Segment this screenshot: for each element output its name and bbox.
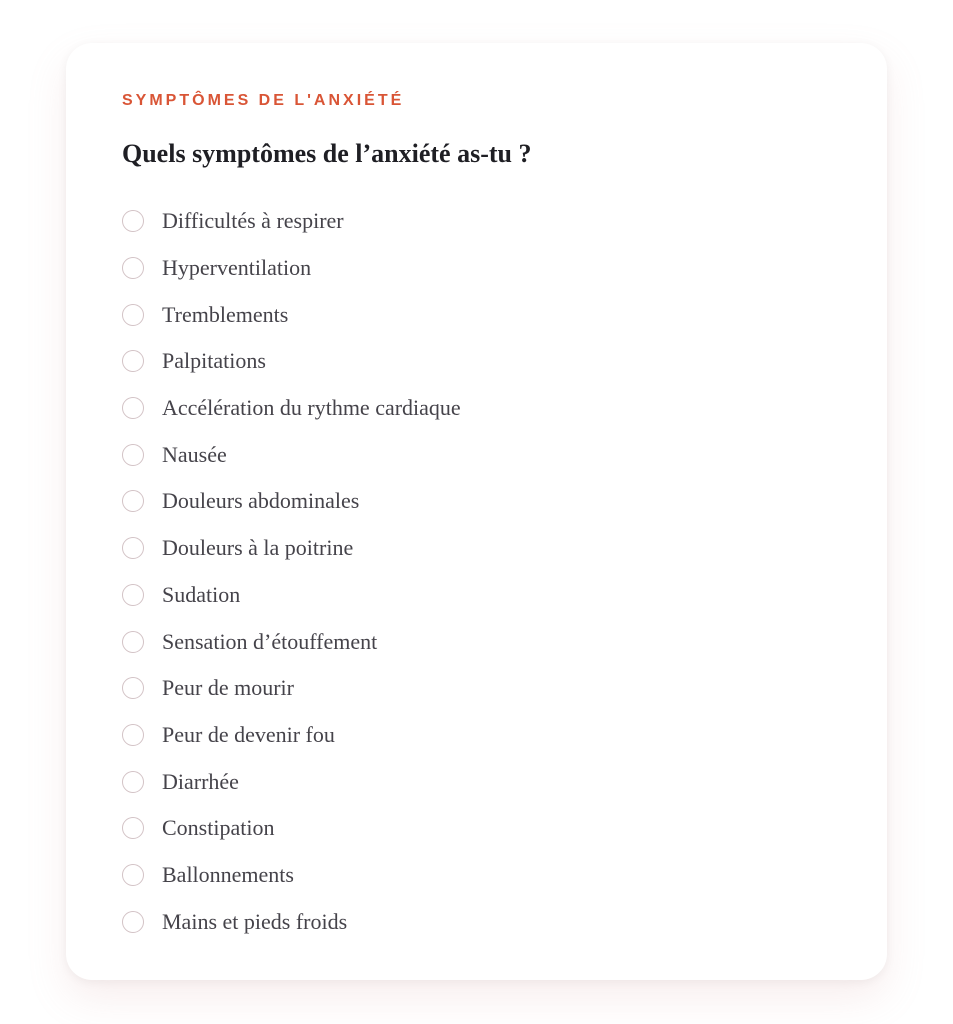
option-label: Tremblements bbox=[162, 301, 289, 327]
option-diarrhee[interactable] bbox=[122, 758, 461, 805]
radio-button[interactable] bbox=[122, 537, 144, 559]
radio-button[interactable] bbox=[122, 724, 144, 746]
option-label: Ballonnements bbox=[162, 861, 294, 887]
option-peur-devenir-fou[interactable] bbox=[122, 712, 461, 759]
option-douleurs-poitrine[interactable] bbox=[122, 525, 461, 572]
option-constipation[interactable] bbox=[122, 805, 461, 852]
option-label: Peur de devenir fou bbox=[162, 721, 335, 747]
option-label: Douleurs à la poitrine bbox=[162, 535, 354, 561]
option-label: Accélération du rythme cardiaque bbox=[162, 395, 461, 421]
radio-button[interactable] bbox=[122, 444, 144, 466]
option-douleurs-abdominales[interactable] bbox=[122, 478, 461, 525]
option-acceleration-rythme-cardiaque[interactable] bbox=[122, 385, 461, 432]
radio-button[interactable] bbox=[122, 584, 144, 606]
option-nausee[interactable] bbox=[122, 431, 461, 478]
option-label: Difficultés à respirer bbox=[162, 208, 344, 234]
option-label: Douleurs abdominales bbox=[162, 488, 360, 514]
option-difficultes-a-respirer[interactable] bbox=[122, 198, 461, 245]
radio-button[interactable] bbox=[122, 397, 144, 419]
section-eyebrow: SYMPTÔMES DE L'ANXIÉTÉ bbox=[122, 92, 405, 109]
radio-button[interactable] bbox=[122, 490, 144, 512]
option-label: Peur de mourir bbox=[162, 675, 294, 701]
option-sensation-etouffement[interactable] bbox=[122, 618, 461, 665]
option-sudation[interactable] bbox=[122, 572, 461, 619]
option-mains-pieds-froids[interactable] bbox=[122, 898, 461, 945]
option-hyperventilation[interactable] bbox=[122, 245, 461, 292]
symptom-options-list bbox=[122, 198, 461, 945]
radio-button[interactable] bbox=[122, 677, 144, 699]
option-label: Nausée bbox=[162, 441, 227, 467]
option-label: Hyperventilation bbox=[162, 255, 312, 281]
option-label: Sudation bbox=[162, 581, 241, 607]
option-label: Mains et pieds froids bbox=[162, 908, 348, 934]
option-label: Sensation d’étouffement bbox=[162, 628, 378, 654]
option-label: Diarrhée bbox=[162, 768, 239, 794]
radio-button[interactable] bbox=[122, 350, 144, 372]
radio-button[interactable] bbox=[122, 864, 144, 886]
radio-button[interactable] bbox=[122, 210, 144, 232]
radio-button[interactable] bbox=[122, 817, 144, 839]
option-label: Palpitations bbox=[162, 348, 266, 374]
option-palpitations[interactable] bbox=[122, 338, 461, 385]
question-title: Quels symptômes de l’anxiété as-tu ? bbox=[122, 139, 532, 168]
radio-button[interactable] bbox=[122, 257, 144, 279]
radio-button[interactable] bbox=[122, 771, 144, 793]
option-peur-de-mourir[interactable] bbox=[122, 665, 461, 712]
radio-button[interactable] bbox=[122, 304, 144, 326]
symptoms-card bbox=[66, 43, 887, 980]
radio-button[interactable] bbox=[122, 631, 144, 653]
option-ballonnements[interactable] bbox=[122, 852, 461, 899]
option-label: Constipation bbox=[162, 815, 275, 841]
radio-button[interactable] bbox=[122, 911, 144, 933]
option-tremblements[interactable] bbox=[122, 291, 461, 338]
